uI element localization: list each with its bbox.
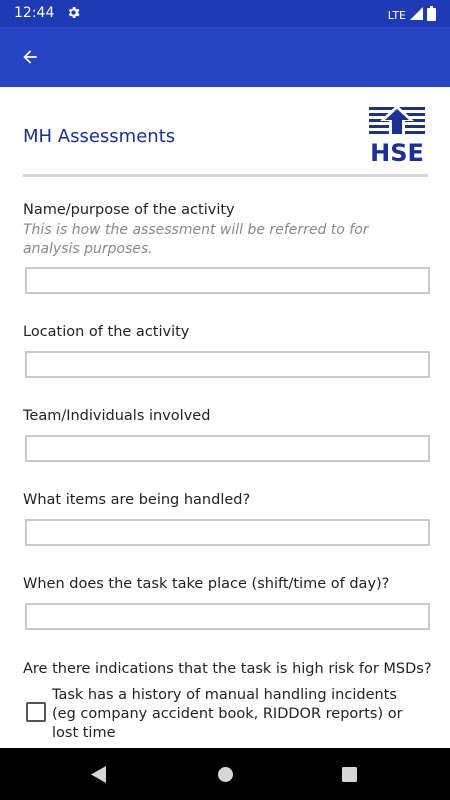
back-button[interactable] [12,39,48,75]
battery-icon [427,6,436,24]
activity-name-hint: This is how the assessment will be referred to for analysis purposes. [23,222,369,257]
team-label: Team/Individuals involved [23,408,211,424]
network-type: LTE [387,8,406,22]
nav-back-button[interactable] [87,764,111,784]
triangle-back-icon [91,766,107,783]
task-time-label: When does the task take place (shift/time of day)? [23,576,390,592]
history-incidents-label: Task has a history of manual handling incidents (eg company accident book, RIDDOR reports) or lost time [52,687,403,741]
status-bar [0,0,450,27]
history-incidents-checkbox[interactable] [26,702,46,722]
system-nav-bar [0,748,450,800]
activity-location-input[interactable] [25,351,430,378]
activity-name-label: Name/purpose of the activity [23,202,235,218]
items-handled-label: What items are being handled? [23,492,251,508]
signal-icon [410,7,423,23]
page-title: MH Assessments [23,126,176,147]
nav-home-button[interactable] [213,764,237,784]
arrow-left-icon [20,47,40,67]
status-indicators [388,6,436,24]
page-header [23,105,428,165]
items-handled-input[interactable] [25,519,430,546]
form-content[interactable] [0,87,450,748]
activity-name-input[interactable] [25,267,430,294]
nav-recents-button[interactable] [337,764,361,784]
task-time-input[interactable] [25,603,430,630]
square-recents-icon [342,767,357,782]
hse-logo-text: HSE [370,139,424,163]
status-time: 12:44 [14,5,55,21]
team-input[interactable] [25,435,430,462]
circle-home-icon [217,766,234,783]
hse-logo [369,105,425,167]
app-bar [0,27,450,87]
settings-gear-icon [66,5,81,24]
risk-question-label: Are there indications that the task is high risk for MSDs? [23,661,432,677]
activity-location-label: Location of the activity [23,324,190,340]
header-divider [23,174,428,177]
